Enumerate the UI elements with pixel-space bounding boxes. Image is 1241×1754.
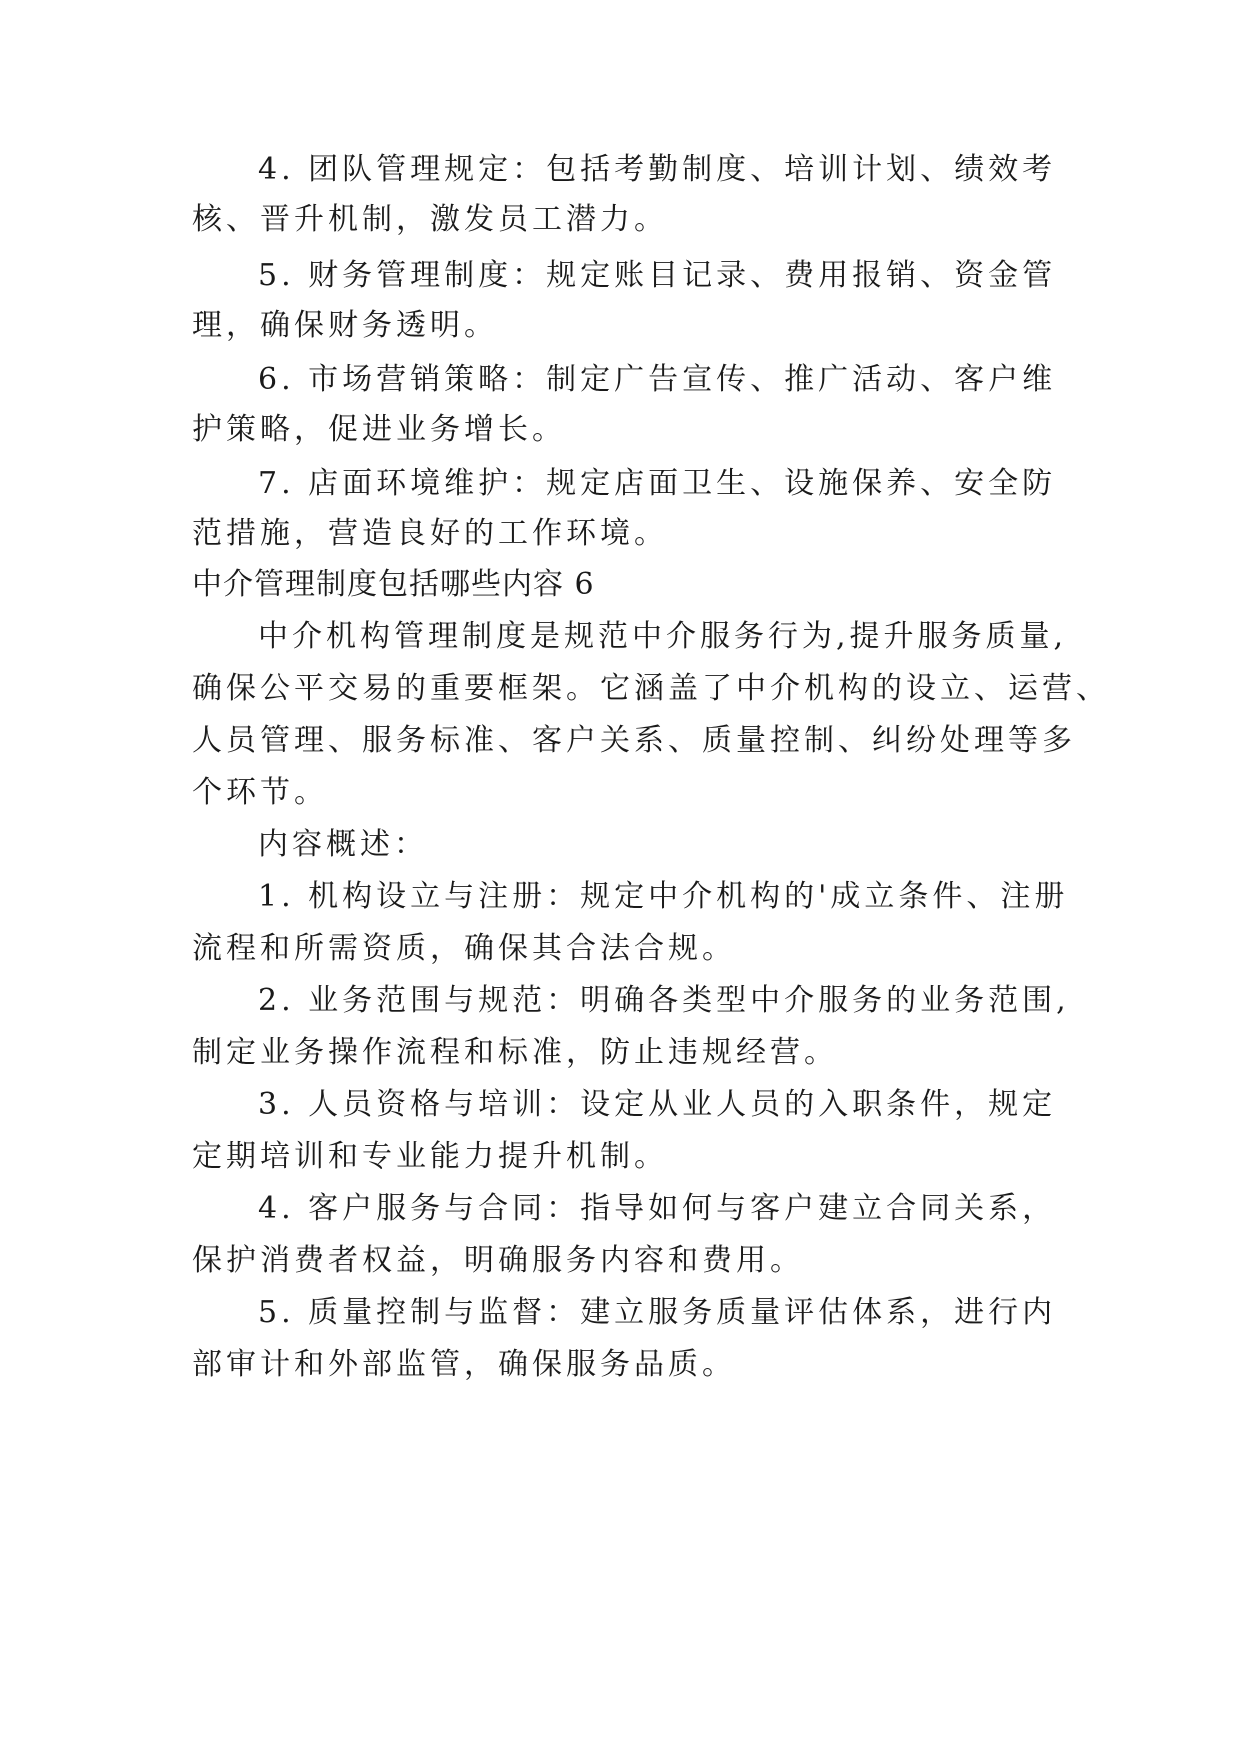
item-7-store-environment: 7. 店面环境维护：规定店面卫生、设施保养、安全防 — [258, 466, 1057, 501]
section-heading: 中介管理制度包括哪些内容 6 — [192, 567, 595, 602]
item-4-customer-service-cont: 保护消费者权益，明确服务内容和费用。 — [192, 1243, 804, 1278]
intro-paragraph-line-3: 人员管理、服务标准、客户关系、质量控制、纠纷处理等多 — [192, 723, 1076, 758]
intro-paragraph-line-4: 个环节。 — [192, 775, 328, 810]
item-5-finance-management: 5. 财务管理制度：规定账目记录、费用报销、资金管 — [258, 258, 1057, 293]
item-4-team-management: 4. 团队管理规定：包括考勤制度、培训计划、绩效考 — [258, 152, 1057, 187]
item-5-quality-control: 5. 质量控制与监督：建立服务质量评估体系，进行内 — [258, 1295, 1057, 1330]
item-3-staff-qualification-cont: 定期培训和专业能力提升机制。 — [192, 1139, 668, 1174]
item-3-staff-qualification: 3. 人员资格与培训：设定从业人员的入职条件，规定 — [258, 1087, 1057, 1122]
item-6-marketing-strategy-cont: 护策略，促进业务增长。 — [192, 412, 566, 447]
overview-label: 内容概述： — [258, 827, 428, 862]
item-6-marketing-strategy: 6. 市场营销策略：制定广告宣传、推广活动、客户维 — [258, 362, 1057, 397]
item-4-customer-service: 4. 客户服务与合同：指导如何与客户建立合同关系， — [258, 1191, 1057, 1226]
intro-paragraph-line-1: 中介机构管理制度是规范中介服务行为,提升服务质量, — [258, 619, 1068, 654]
item-1-establishment-cont: 流程和所需资质，确保其合法合规。 — [192, 931, 736, 966]
item-2-business-scope: 2. 业务范围与规范：明确各类型中介服务的业务范围, — [258, 983, 1070, 1018]
item-4-team-management-cont: 核、晋升机制，激发员工潜力。 — [192, 202, 668, 237]
item-5-quality-control-cont: 部审计和外部监管，确保服务品质。 — [192, 1347, 736, 1382]
item-5-finance-management-cont: 理，确保财务透明。 — [192, 308, 498, 343]
item-1-establishment: 1. 机构设立与注册：规定中介机构的'成立条件、注册 — [258, 879, 1069, 914]
item-7-store-environment-cont: 范措施，营造良好的工作环境。 — [192, 516, 668, 551]
item-2-business-scope-cont: 制定业务操作流程和标准，防止违规经营。 — [192, 1035, 838, 1070]
intro-paragraph-line-2: 确保公平交易的重要框架。它涵盖了中介机构的设立、运营、 — [192, 671, 1110, 706]
